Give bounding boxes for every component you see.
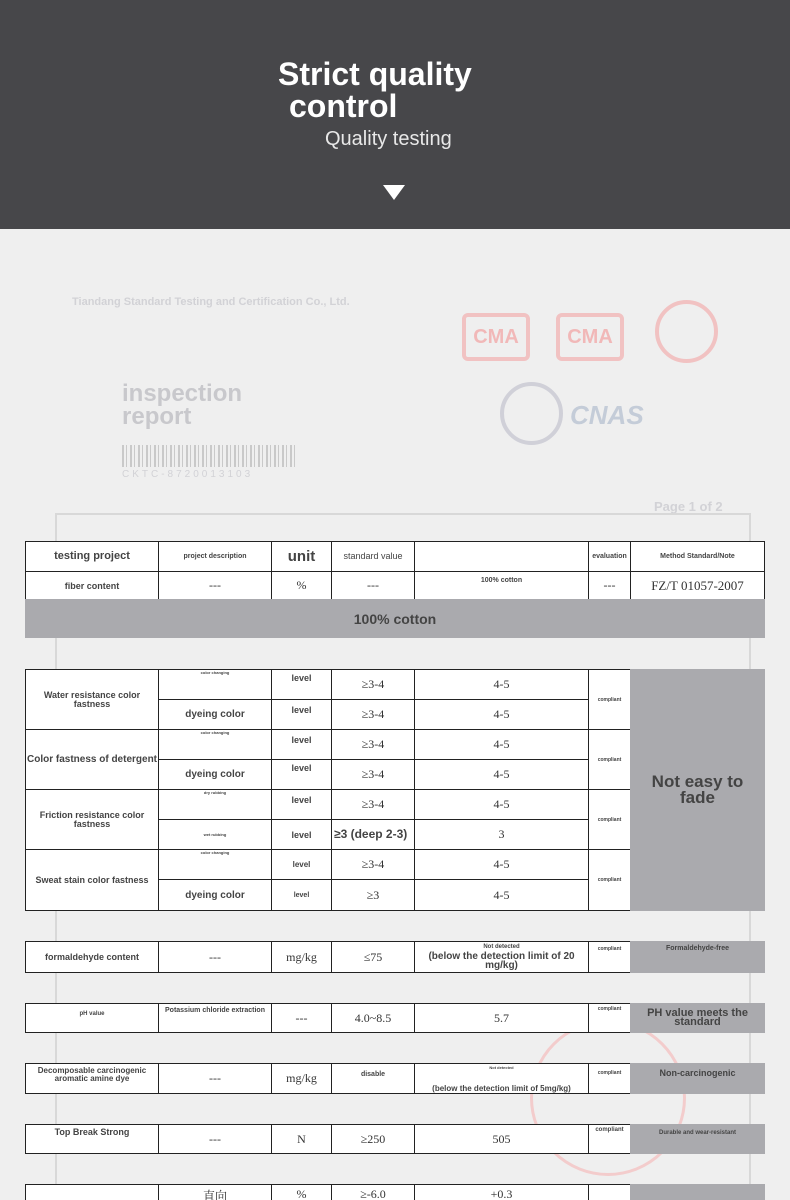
amine-unit: mg/kg [271, 1063, 332, 1094]
table-header-row [25, 541, 765, 572]
amine-standard: disable [331, 1063, 415, 1094]
formaldehyde-result-top: Not detected [483, 944, 520, 950]
formaldehyde-result [414, 941, 589, 973]
formaldehyde-row [25, 941, 765, 973]
hero-title-line1: Strict quality [278, 56, 472, 92]
group-row-standard: ≥3 (deep 2-3) [331, 819, 415, 850]
amine-result-main: (below the detection limit of 5mg/kg) [432, 1084, 571, 1093]
group-row-standard: ≥3-4 [331, 699, 415, 730]
group-name: Sweat stain color fastness [25, 849, 159, 911]
color-fastness-block [25, 669, 765, 911]
group-row-desc: dyeing color [158, 759, 272, 790]
group-row-unit: level [271, 729, 332, 760]
hero-subtitle: Quality testing [325, 128, 452, 150]
formaldehyde-note: Formaldehyde-free [630, 941, 765, 973]
shrinkage-evaluation [588, 1184, 631, 1200]
group-row-desc: wet rubbing [158, 819, 272, 850]
ph-unit: --- [271, 1003, 332, 1033]
fiber-content-desc: --- [158, 571, 272, 600]
fiber-content-unit: % [271, 571, 332, 600]
ilac-mra-logo [500, 382, 563, 445]
report-company: Tiandang Standard Testing and Certification Co., Ltd. [72, 296, 350, 308]
fiber-content-label: fiber content [25, 571, 159, 600]
shrinkage-standard: ≥-6.0 [331, 1184, 415, 1200]
amine-note: Non-carcinogenic [630, 1063, 765, 1094]
group-row-desc: color changing [158, 669, 272, 700]
down-arrow-icon [383, 185, 405, 200]
group-evaluation: compliant [588, 789, 631, 850]
report-title: inspection report [122, 380, 243, 430]
amine-result-top: Not detected [489, 1065, 514, 1070]
group-row-result: 4-5 [414, 789, 589, 820]
group-row-unit: level [271, 759, 332, 790]
formaldehyde-desc: --- [158, 941, 272, 973]
barcode-number: CKTC-8720013103 [122, 469, 254, 480]
header-unit: unit [271, 541, 332, 572]
group-row-result: 4-5 [414, 879, 589, 911]
group-row-unit: level [271, 699, 332, 730]
group-evaluation: compliant [588, 849, 631, 911]
ph-desc: Potassium chloride extraction [158, 1003, 272, 1033]
header-project-description: project description [158, 541, 272, 572]
cnas-logo: CNAS [570, 400, 644, 430]
cma-logo: CMA [462, 313, 530, 361]
strength-row [25, 1124, 765, 1154]
amine-row [25, 1063, 765, 1094]
shrinkage-label [25, 1184, 159, 1200]
amine-result [414, 1063, 589, 1094]
fiber-content-method: FZ/T 01057-2007 [630, 571, 765, 600]
strength-label: Top Break Strong [25, 1124, 159, 1154]
group-row-result: 4-5 [414, 699, 589, 730]
header-testing-project: testing project [25, 541, 159, 572]
group-name: Color fastness of detergent [25, 729, 159, 790]
group-row-desc: dyeing color [158, 879, 272, 911]
barcode-image [122, 445, 297, 467]
group-name: Friction resistance color fastness [25, 789, 159, 850]
strength-evaluation: compliant [588, 1124, 631, 1154]
group-row-result: 4-5 [414, 729, 589, 760]
hero-title-line2: control [289, 88, 398, 124]
cal-logo [655, 300, 718, 363]
fiber-content-evaluation: --- [588, 571, 631, 600]
ph-result: 5.7 [414, 1003, 589, 1033]
strength-standard: ≥250 [331, 1124, 415, 1154]
fiber-content-banner: 100% cotton [25, 599, 765, 638]
header-evaluation: evaluation [588, 541, 631, 572]
shrinkage-row [25, 1184, 765, 1200]
formaldehyde-label: formaldehyde content [25, 941, 159, 973]
fiber-content-row [25, 571, 765, 600]
group-row-standard: ≥3-4 [331, 789, 415, 820]
ph-label: pH value [25, 1003, 159, 1033]
color-fastness-note: Not easy to fade [630, 669, 765, 911]
group-evaluation: compliant [588, 729, 631, 790]
group-row-standard: ≥3-4 [331, 759, 415, 790]
group-row-desc: color changing [158, 729, 272, 760]
group-row-standard: ≥3-4 [331, 729, 415, 760]
cma-logo-2: CMA [556, 313, 624, 361]
group-row-unit: level [271, 879, 332, 911]
group-row-result: 4-5 [414, 759, 589, 790]
group-row-unit: level [271, 789, 332, 820]
group-row-desc: dyeing color [158, 699, 272, 730]
strength-unit: N [271, 1124, 332, 1154]
group-row-result: 4-5 [414, 669, 589, 700]
ph-note: PH value meets the standard [630, 1003, 765, 1033]
shrinkage-desc: 直向 [158, 1184, 272, 1200]
amine-evaluation: compliant [588, 1063, 631, 1094]
group-evaluation: compliant [588, 669, 631, 730]
amine-desc: --- [158, 1063, 272, 1094]
strength-desc: --- [158, 1124, 272, 1154]
group-row-standard: ≥3-4 [331, 849, 415, 880]
group-name: Water resistance color fastness [25, 669, 159, 730]
report-page-number: Page 1 of 2 [654, 499, 723, 514]
shrinkage-note [630, 1184, 765, 1200]
fiber-content-result: 100% cotton [414, 571, 589, 600]
group-row-standard: ≥3 [331, 879, 415, 911]
group-row-standard: ≥3-4 [331, 669, 415, 700]
formaldehyde-standard: ≤75 [331, 941, 415, 973]
group-row-unit: level [271, 669, 332, 700]
formaldehyde-unit: mg/kg [271, 941, 332, 973]
formaldehyde-result-main: (below the detection limit of 20 mg/kg) [428, 951, 575, 971]
group-row-result: 4-5 [414, 849, 589, 880]
shrinkage-result: +0.3 [414, 1184, 589, 1200]
group-row-result: 3 [414, 819, 589, 850]
ph-standard: 4.0~8.5 [331, 1003, 415, 1033]
shrinkage-unit: % [271, 1184, 332, 1200]
amine-label: Decomposable carcinogenic aromatic amine dye [25, 1063, 159, 1094]
hero-title [278, 58, 578, 122]
header-result [414, 541, 589, 572]
hero-header [0, 0, 790, 229]
group-row-unit: level [271, 819, 332, 850]
ph-row [25, 1003, 765, 1033]
header-method-standard: Method Standard/Note [630, 541, 765, 572]
formaldehyde-evaluation: compliant [588, 941, 631, 973]
strength-note: Durable and wear-resistant [630, 1124, 765, 1154]
group-row-unit: level [271, 849, 332, 880]
header-standard-value: standard value [331, 541, 415, 572]
group-row-desc: color changing [158, 849, 272, 880]
strength-result: 505 [414, 1124, 589, 1154]
ph-evaluation: compliant [588, 1003, 631, 1033]
group-row-desc: dry rubbing [158, 789, 272, 820]
fiber-content-standard: --- [331, 571, 415, 600]
